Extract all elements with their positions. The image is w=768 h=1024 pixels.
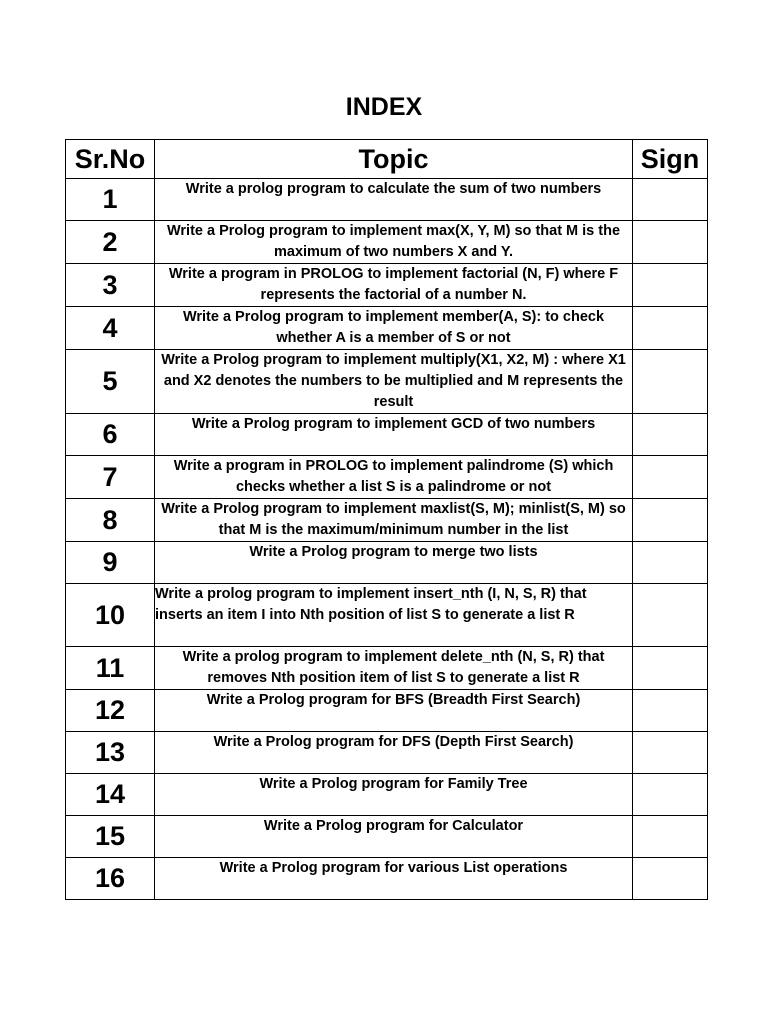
row-sign xyxy=(633,690,708,732)
row-number: 11 xyxy=(66,647,155,690)
row-sign xyxy=(633,221,708,264)
row-number: 8 xyxy=(66,499,155,542)
table-row xyxy=(66,816,708,858)
table-row xyxy=(66,542,708,584)
table-row xyxy=(66,456,708,499)
row-number: 16 xyxy=(66,858,155,900)
row-number: 14 xyxy=(66,774,155,816)
row-sign xyxy=(633,584,708,647)
row-number: 3 xyxy=(66,264,155,307)
row-number: 1 xyxy=(66,179,155,221)
row-sign xyxy=(633,542,708,584)
row-number: 5 xyxy=(66,350,155,414)
row-topic: Write a Prolog program to implement maxlist(S, M); minlist(S, M) so that M is the maximum/minimum number in the list xyxy=(155,499,633,542)
row-sign xyxy=(633,414,708,456)
table-row xyxy=(66,774,708,816)
row-topic: Write a Prolog program for various List operations xyxy=(155,858,633,900)
table-row xyxy=(66,264,708,307)
row-topic: Write a Prolog program to merge two lists xyxy=(155,542,633,584)
row-topic: Write a prolog program to implement delete_nth (N, S, R) that removes Nth position item of list S to generate a list R xyxy=(155,647,633,690)
row-sign xyxy=(633,350,708,414)
row-topic: Write a prolog program to calculate the sum of two numbers xyxy=(155,179,633,221)
table-row xyxy=(66,858,708,900)
row-sign xyxy=(633,264,708,307)
row-number: 12 xyxy=(66,690,155,732)
header-topic: Topic xyxy=(155,140,633,179)
header-row xyxy=(66,140,708,179)
row-number: 15 xyxy=(66,816,155,858)
page-title: INDEX xyxy=(345,93,423,121)
table-row xyxy=(66,221,708,264)
index-table xyxy=(65,139,708,900)
row-sign xyxy=(633,179,708,221)
table-row xyxy=(66,307,708,350)
row-topic: Write a Prolog program for Family Tree xyxy=(155,774,633,816)
table-row xyxy=(66,414,708,456)
row-number: 4 xyxy=(66,307,155,350)
row-sign xyxy=(633,456,708,499)
table-row xyxy=(66,179,708,221)
row-number: 13 xyxy=(66,732,155,774)
table-row xyxy=(66,690,708,732)
row-sign xyxy=(633,858,708,900)
row-number: 7 xyxy=(66,456,155,499)
row-topic: Write a program in PROLOG to implement factorial (N, F) where F represents the factorial of a number N. xyxy=(155,264,633,307)
row-topic: Write a Prolog program to implement max(X, Y, M) so that M is the maximum of two numbers X and Y. xyxy=(155,221,633,264)
row-topic: Write a program in PROLOG to implement palindrome (S) which checks whether a list S is a palindrome or not xyxy=(155,456,633,499)
row-topic: Write a Prolog program to implement multiply(X1, X2, M) : where X1 and X2 denotes the numbers to be multiplied and M represents the result xyxy=(155,350,633,414)
row-topic: Write a Prolog program for BFS (Breadth First Search) xyxy=(155,690,633,732)
row-sign xyxy=(633,307,708,350)
table-row xyxy=(66,732,708,774)
header-sr-no: Sr.No xyxy=(66,140,155,179)
row-sign xyxy=(633,499,708,542)
row-number: 6 xyxy=(66,414,155,456)
table-row xyxy=(66,647,708,690)
row-sign xyxy=(633,647,708,690)
row-number: 9 xyxy=(66,542,155,584)
row-topic: Write a Prolog program to implement GCD of two numbers xyxy=(155,414,633,456)
header-sign: Sign xyxy=(633,140,708,179)
row-topic: Write a Prolog program for DFS (Depth First Search) xyxy=(155,732,633,774)
row-topic: Write a Prolog program to implement member(A, S): to check whether A is a member of S or not xyxy=(155,307,633,350)
table-row xyxy=(66,584,708,647)
row-sign xyxy=(633,732,708,774)
row-number: 10 xyxy=(66,584,155,647)
row-number: 2 xyxy=(66,221,155,264)
row-sign xyxy=(633,816,708,858)
row-topic: Write a prolog program to implement insert_nth (I, N, S, R) that inserts an item I into Nth position of list S to generate a list R xyxy=(155,584,633,647)
row-topic: Write a Prolog program for Calculator xyxy=(155,816,633,858)
table-row xyxy=(66,499,708,542)
table-row xyxy=(66,350,708,414)
row-sign xyxy=(633,774,708,816)
